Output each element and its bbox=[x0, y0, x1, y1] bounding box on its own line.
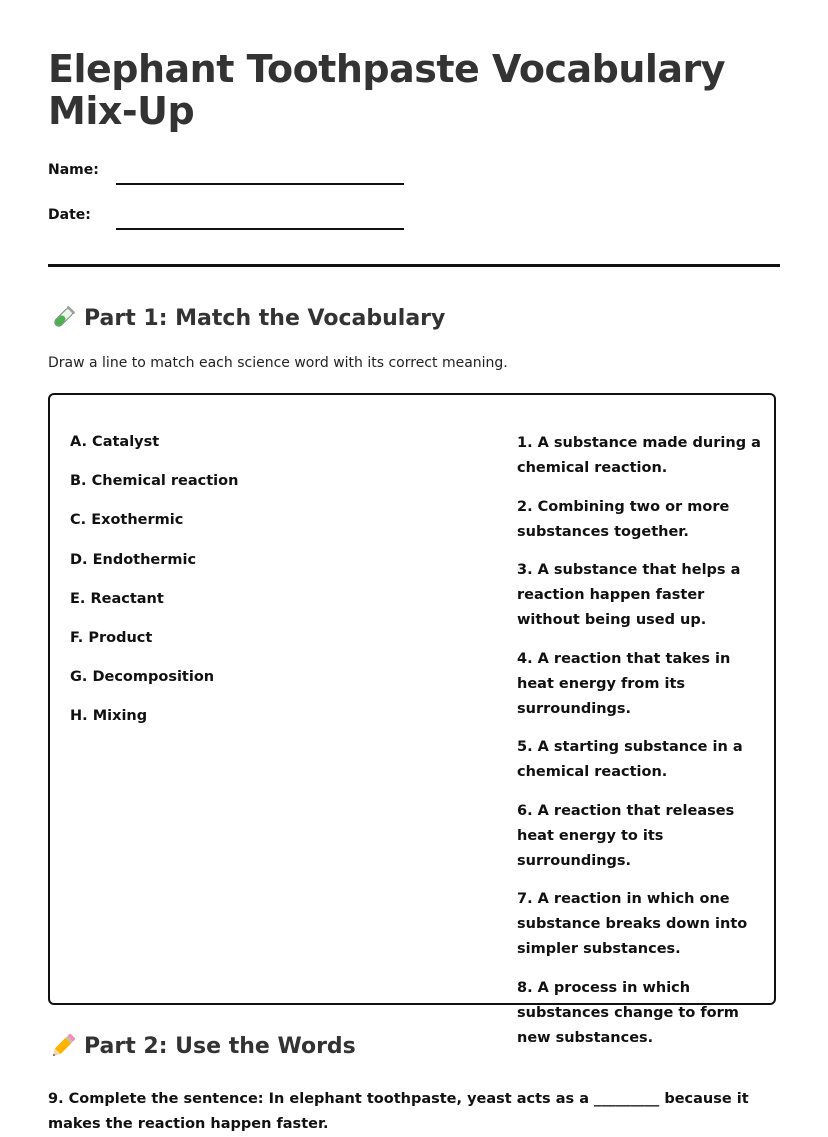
header-divider bbox=[48, 264, 780, 267]
definition-item[interactable]: 6. A reaction that releases heat energy to its surroundings. bbox=[517, 802, 735, 869]
term-item[interactable]: H. Mixing bbox=[70, 708, 148, 725]
definition-item[interactable]: 5. A starting substance in a chemical reaction. bbox=[517, 739, 743, 780]
page-title: Elephant Toothpaste Vocabulary Mix-Up bbox=[48, 47, 726, 133]
name-label: Name: bbox=[48, 162, 99, 178]
name-line[interactable] bbox=[116, 183, 404, 185]
term-item[interactable]: F. Product bbox=[70, 629, 153, 646]
definition-item[interactable]: 8. A process in which substances change to form new substances. bbox=[517, 979, 739, 1046]
definitions-list bbox=[517, 431, 762, 1064]
date-label: Date: bbox=[48, 207, 91, 223]
name-field-row bbox=[48, 162, 780, 186]
date-field-row bbox=[48, 186, 780, 231]
definition-item[interactable]: 3. A substance that helps a reaction happen faster without being used up. bbox=[517, 562, 741, 628]
term-item[interactable]: E. Reactant bbox=[70, 590, 164, 607]
term-item[interactable]: G. Decomposition bbox=[70, 669, 215, 686]
definition-item[interactable]: 1. A substance made during a chemical reaction. bbox=[517, 435, 761, 476]
definition-item[interactable]: 7. A reaction in which one substance breaks down into simpler substances. bbox=[517, 891, 748, 957]
term-item[interactable]: B. Chemical reaction bbox=[70, 473, 239, 490]
term-item[interactable]: C. Exothermic bbox=[70, 512, 184, 529]
definition-item[interactable]: 4. A reaction that takes in heat energy from its surroundings. bbox=[517, 650, 731, 717]
part1-instructions: Draw a line to match each science word with its correct meaning. bbox=[48, 355, 508, 371]
date-line[interactable] bbox=[116, 228, 404, 230]
definition-item[interactable]: 2. Combining two or more substances together. bbox=[517, 498, 730, 540]
test-tube-icon bbox=[48, 303, 78, 333]
part1-heading-text: Part 1: Match the Vocabulary bbox=[84, 305, 446, 331]
term-item[interactable]: A. Catalyst bbox=[70, 434, 160, 450]
pencil-icon bbox=[48, 1031, 78, 1061]
question-9: 9. Complete the sentence: In elephant toothpaste, yeast acts as a _________ because it makes the reaction happen faster. bbox=[48, 1091, 749, 1132]
part2-heading-text: Part 2: Use the Words bbox=[84, 1033, 356, 1059]
terms-list bbox=[70, 432, 470, 746]
part1-heading bbox=[48, 303, 780, 333]
term-item[interactable]: D. Endothermic bbox=[70, 551, 197, 568]
